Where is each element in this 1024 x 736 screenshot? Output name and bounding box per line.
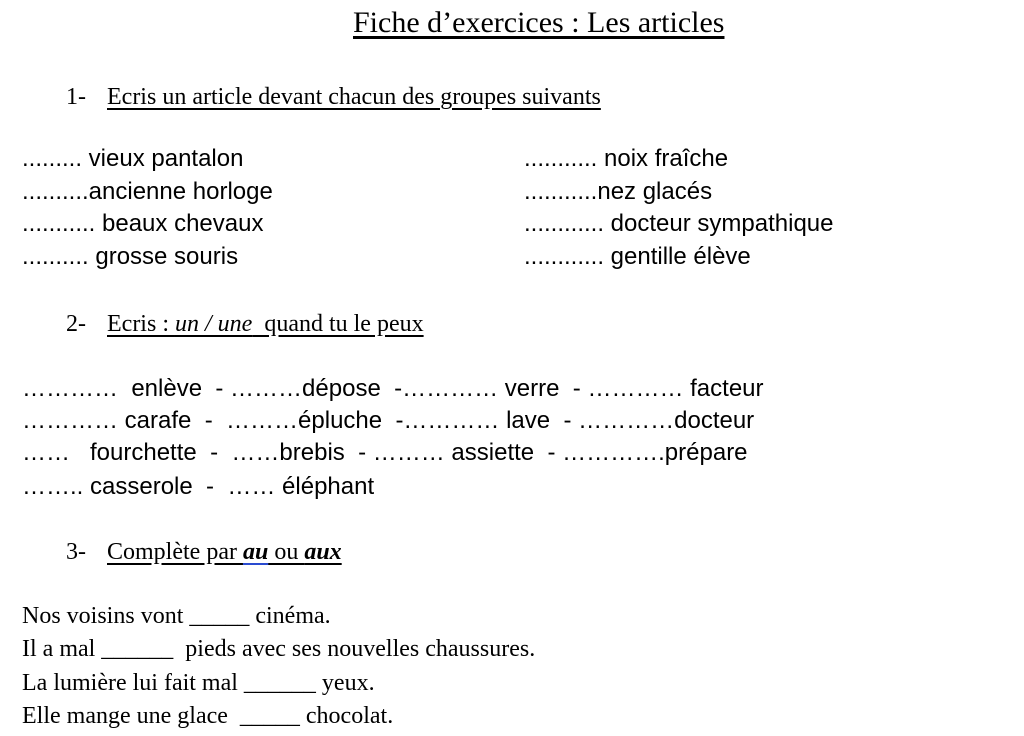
section2-heading [107,312,424,336]
section3-heading-pre: Complète par [107,539,243,565]
s3-sentence-1: Nos voisins vont _____ cinéma. [22,603,331,629]
s1-left-item-3: ........... beaux chevaux [22,210,264,237]
s2-line-4: …….. casserole - …… éléphant [22,473,375,500]
section1-number: 1- [66,84,86,110]
section3-heading [107,540,342,564]
s1-right-item-3: ............ docteur sympathique [524,210,834,237]
section2-number: 2- [66,311,86,337]
page-title: Fiche d’exercices : Les articles [353,6,725,39]
section3-heading-aux: aux [304,539,342,565]
s1-right-item-1: ........... noix fraîche [524,145,729,172]
s2-line-2: ………… carafe - ………épluche -………… lave - …………docteur [22,407,755,434]
section3-heading-mid: ou [268,539,305,565]
s1-right-item-2: ...........nez glacés [524,178,713,205]
s3-sentence-3: La lumière lui fait mal ______ yeux. [22,670,375,696]
section2-heading-pre: Ecris : [107,311,175,337]
s1-left-item-1: ......... vieux pantalon [22,145,244,172]
s1-right-item-4: ............ gentille élève [524,243,751,270]
s3-sentence-2: Il a mal ______ pieds avec ses nouvelles chaussures. [22,636,536,662]
s1-left-item-4: .......... grosse souris [22,243,239,270]
section2-heading-italic: un / une [174,311,253,337]
section1-heading: Ecris un article devant chacun des groupes suivants [107,84,601,110]
s2-line-1: ………… enlève - ………dépose -………… verre - ………… facteur [22,375,764,402]
section3-heading-au: au [242,539,269,565]
s2-line-3: …… fourchette - ……brebis - ……… assiette - ………….prépare [22,439,748,466]
s1-left-item-2: ..........ancienne horloge [22,178,273,205]
section2-heading-post: quand tu le peux [252,311,424,337]
s3-sentence-4: Elle mange une glace _____ chocolat. [22,703,394,729]
section3-number: 3- [66,539,86,565]
